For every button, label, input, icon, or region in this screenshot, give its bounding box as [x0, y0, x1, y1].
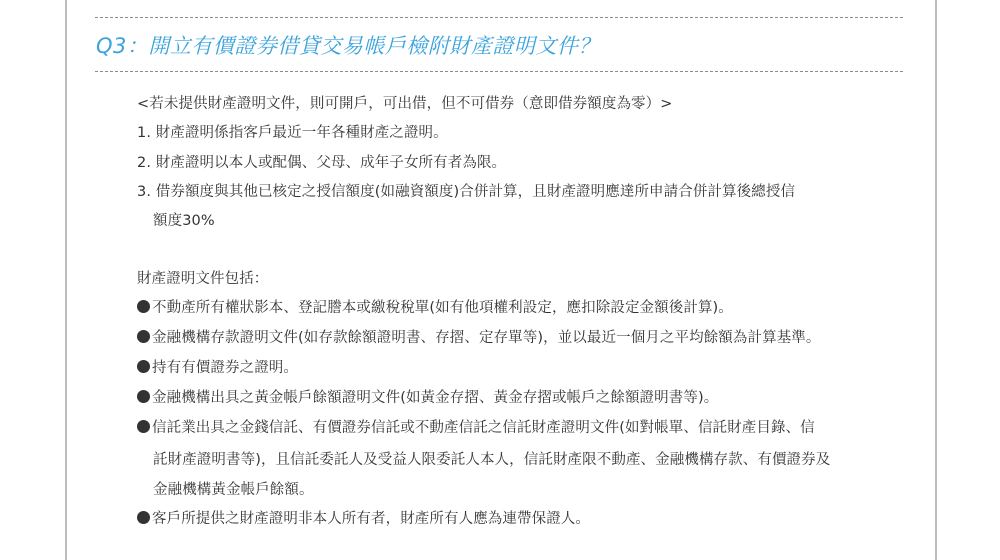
bullet-dot-icon: [137, 360, 150, 373]
bullet-dot-icon: [137, 330, 150, 343]
numbered-item-3-cont: 額度30%: [153, 213, 215, 229]
bottom-divider: [95, 71, 903, 72]
bullet-item-5-cont-2: 金融機構黃金帳戶餘額。: [153, 482, 314, 498]
bullet-text: 信託業出具之金錢信託、有價證券信託或不動產信託之信託財產證明文件(如對帳單、信託財產目錄、信: [152, 420, 815, 436]
bullet-text: 金融機構出具之黃金帳戶餘額證明文件(如黃金存摺、黃金存摺或帳戶之餘額證明書等)。: [152, 390, 719, 406]
note-text: <若未提供財產證明文件，則可開戶，可出借，但不可借券（意即借券額度為零）>: [137, 96, 673, 112]
bullet-item-1: [137, 296, 733, 317]
bullet-item-6: [137, 507, 590, 528]
bullet-dot-icon: [137, 390, 150, 403]
bullet-dot-icon: [137, 300, 150, 313]
question-title: Q3：開立有價證券借貸交易帳戶檢附財產證明文件？: [96, 34, 600, 58]
bullet-text: 持有有價證券之證明。: [152, 360, 298, 376]
bullet-item-4: [137, 386, 718, 407]
bullet-dot-icon: [137, 511, 150, 524]
bullet-text: 不動產所有權狀影本、登記謄本或繳稅稅單(如有他項權利設定，應扣除設定金額後計算)。: [152, 300, 733, 316]
documents-heading: 財產證明文件包括：: [137, 271, 269, 287]
top-divider: [95, 17, 903, 18]
bullet-item-5: [137, 416, 815, 437]
bullet-dot-icon: [137, 420, 150, 433]
bullet-item-3: [137, 356, 298, 377]
bullet-item-5-cont-1: 託財產證明書等)，且信託委託人及受益人限委託人本人，信託財產限不動產、金融機構存款、有價證券及: [153, 452, 831, 468]
bullet-text: 金融機構存款證明文件(如存款餘額證明書、存摺、定存單等)，並以最近一個月之平均餘額為計算基準。: [152, 330, 821, 346]
bullet-text: 客戶所提供之財產證明非本人所有者，財產所有人應為連帶保證人。: [152, 511, 590, 527]
numbered-item-2: 2. 財產證明以本人或配偶、父母、成年子女所有者為限。: [137, 155, 507, 171]
numbered-item-1: 1. 財產證明係指客戶最近一年各種財產之證明。: [137, 125, 448, 141]
numbered-item-3: 3. 借券額度與其他已核定之授信額度(如融資額度)合併計算，且財產證明應達所申請合併計算後總授信: [137, 184, 796, 200]
bullet-item-2: [137, 326, 821, 347]
